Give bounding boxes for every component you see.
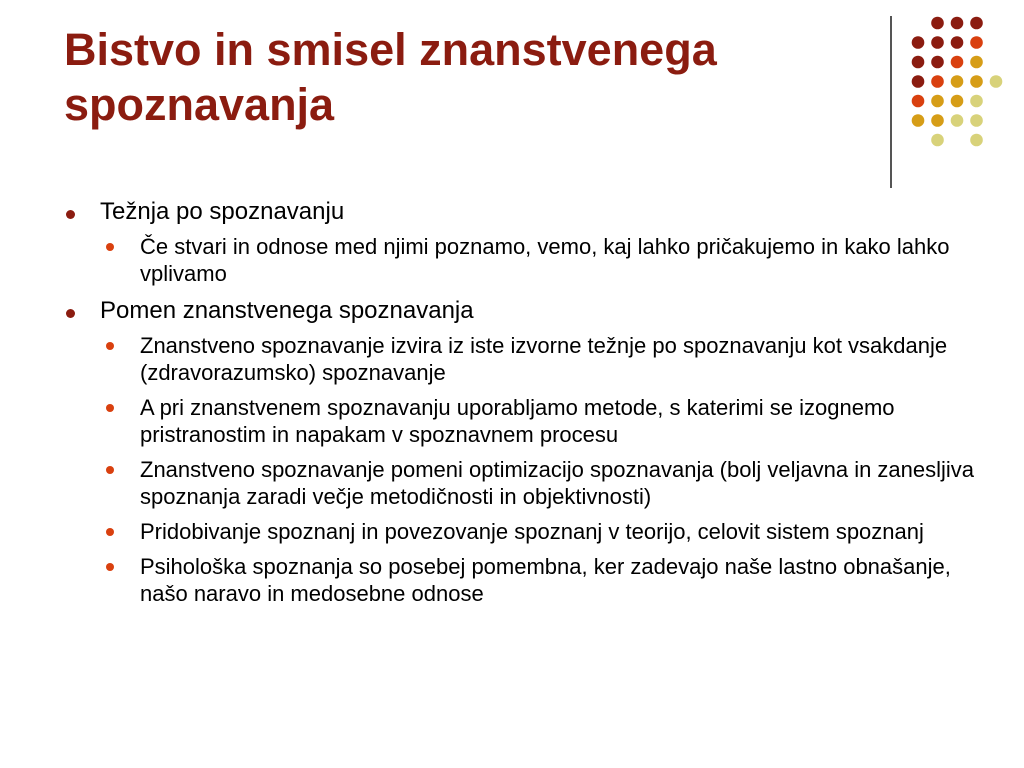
- decorative-dot: [912, 95, 925, 108]
- sub-bullet-item: [100, 456, 986, 510]
- decorative-dot-grid: [0, 0, 1024, 200]
- decorative-dot: [970, 17, 983, 30]
- sub-bullet-text: Psihološka spoznanja so posebej pomembna, ker zadevajo naše lastno obnašanje, našo naravo in medosebne odnose: [140, 554, 951, 606]
- bullet-text: Pomen znanstvenega spoznavanja: [100, 297, 474, 324]
- sub-bullet-item: [100, 518, 986, 545]
- sub-bullet-text: Pridobivanje spoznanj in povezovanje spoznanj v teorijo, celovit sistem spoznanj: [140, 519, 924, 544]
- sub-bullet-text: Znanstveno spoznavanje pomeni optimizacijo spoznavanja (bolj veljavna in zanesljiva spoznanja zaradi večje metodičnosti in objektivnosti): [140, 457, 975, 509]
- decorative-dot: [970, 114, 983, 127]
- decorative-dot: [951, 95, 964, 108]
- decorative-dot: [951, 75, 964, 88]
- decorative-dot: [931, 134, 944, 147]
- decorative-dot: [912, 36, 925, 49]
- slide-title-line-1: Bistvo in smisel znanstvenega: [64, 24, 717, 75]
- bullet-item-1: [66, 198, 986, 287]
- sub-bullet-list: [100, 332, 986, 607]
- decorative-dot: [931, 36, 944, 49]
- sub-bullet-item: [100, 332, 986, 386]
- decorative-dot: [970, 56, 983, 69]
- decorative-dot: [912, 114, 925, 127]
- sub-bullet-item: [100, 394, 986, 448]
- decorative-dot: [990, 75, 1003, 88]
- sub-bullet-dot-icon: [106, 342, 114, 350]
- sub-bullet-dot-icon: [106, 528, 114, 536]
- decorative-dot: [931, 114, 944, 127]
- decorative-dot: [951, 36, 964, 49]
- bullet-dot-icon: [66, 210, 75, 219]
- sub-bullet-dot-icon: [106, 563, 114, 571]
- decorative-dot: [931, 95, 944, 108]
- sub-bullet-text: Če stvari in odnose med njimi poznamo, vemo, kaj lahko pričakujemo in kako lahko vplivamo: [140, 234, 950, 286]
- decorative-dot: [931, 56, 944, 69]
- slide-title-line-2: spoznavanja: [64, 79, 335, 130]
- sub-bullet-text: A pri znanstvenem spoznavanju uporabljamo metode, s katerimi se izognemo pristranostim in napakam v spoznavnem procesu: [140, 395, 895, 447]
- sub-bullet-dot-icon: [106, 243, 114, 251]
- bullet-item-2: [66, 297, 986, 607]
- decorative-dot: [970, 134, 983, 147]
- sub-bullet-dot-icon: [106, 404, 114, 412]
- decorative-dot: [931, 75, 944, 88]
- sub-bullet-item: [100, 553, 986, 607]
- decorative-dot: [931, 17, 944, 30]
- sub-bullet-list: [100, 233, 986, 287]
- decorative-dot: [970, 75, 983, 88]
- sub-bullet-dot-icon: [106, 466, 114, 474]
- decorative-dot: [951, 56, 964, 69]
- sub-bullet-text: Znanstveno spoznavanje izvira iz iste izvorne težnje po spoznavanju kot vsakdanje (zdravorazumsko) spoznavanje: [140, 333, 948, 385]
- decorative-dot: [951, 114, 964, 127]
- decorative-dot: [970, 95, 983, 108]
- bullet-text: Težnja po spoznavanju: [100, 198, 345, 225]
- decorative-dot: [951, 17, 964, 30]
- bullet-dot-icon: [66, 309, 75, 318]
- sub-bullet-item: [100, 233, 986, 287]
- decorative-dot: [912, 56, 925, 69]
- decorative-dot: [970, 36, 983, 49]
- bullet-list: [66, 198, 986, 607]
- decorative-dot: [912, 75, 925, 88]
